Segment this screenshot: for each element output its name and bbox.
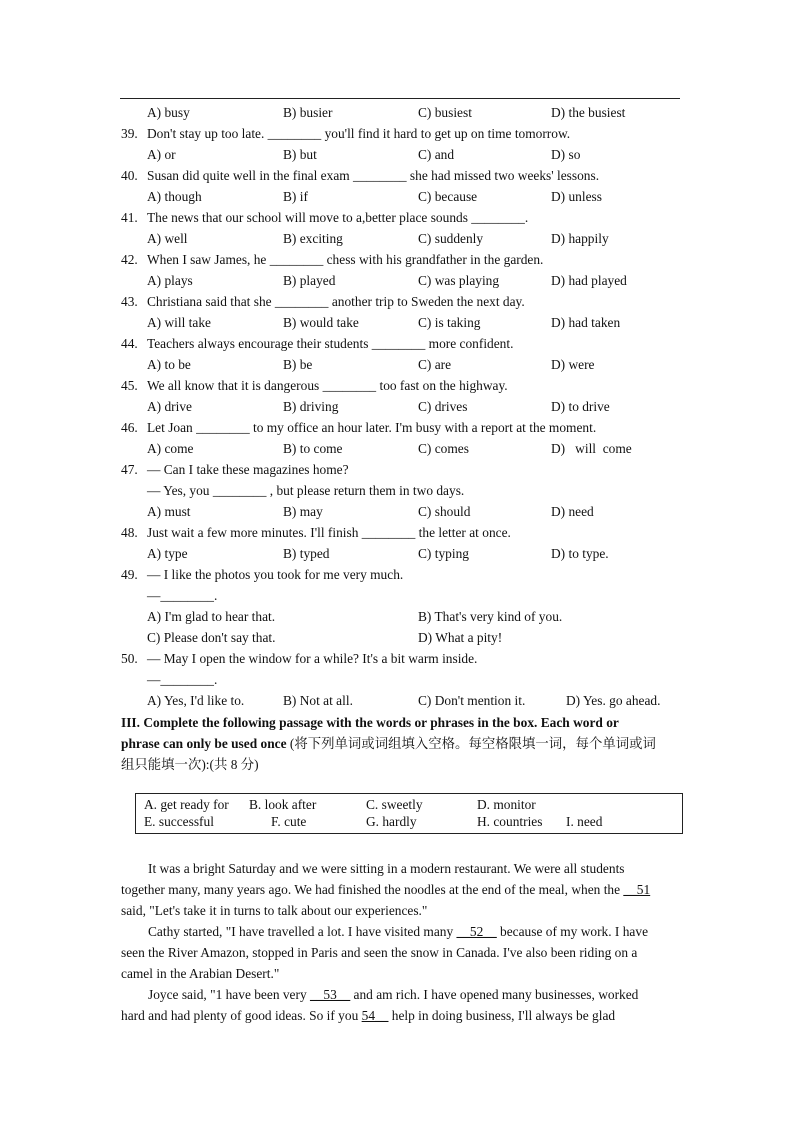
section-heading-cn-2: 组只能填一次):(共 8 分) [121,757,259,772]
option-d: D) the busiest [551,105,626,120]
passage-line: because of my work. I have [496,924,649,939]
blank-52: __52__ [456,924,497,939]
option-a: A) must [147,504,191,519]
option-d: D) to type. [551,546,609,561]
word-g: G. hardly [366,814,417,829]
option-b: B) to come [283,441,343,456]
question-number: 46. [121,420,138,435]
question-number: 42. [121,252,138,267]
option-d: D) unless [551,189,602,204]
option-c: C) is taking [418,315,481,330]
question-text: —________. [147,588,218,603]
question-text: — Can I take these magazines home? [147,462,349,477]
option-b: B) would take [283,315,359,330]
option-b: B) if [283,189,308,204]
option-d: D) so [551,147,581,162]
question-text: Teachers always encourage their students ________ more confident. [147,336,514,351]
word-i: I. need [566,814,603,829]
passage-line: together many, many years ago. We had finished the noodles at the end of the meal, when the [121,882,624,897]
option-d: D) happily [551,231,609,246]
option-c: C) and [418,147,455,162]
word-h: H. countries [477,814,543,829]
option-c: C) suddenly [418,231,484,246]
option-a: A) come [147,441,194,456]
option-a: A) busy [147,105,190,120]
option-d: D) had taken [551,315,621,330]
option-a: A) Yes, I'd like to. [147,693,245,708]
option-a: A) will take [147,315,211,330]
option-a: A) though [147,189,202,204]
passage-line: and am rich. I have opened many businesses, worked [350,987,639,1002]
option-a: A) type [147,546,188,561]
option-c: C) was playing [418,273,500,288]
word-f: F. cute [271,814,307,829]
passage-line: seen the River Amazon, stopped in Paris and seen the snow in Canada. I've also been riding on a [121,945,638,960]
passage-line: Joyce said, "1 have been very [148,987,311,1002]
option-c: C) are [418,357,452,372]
passage-line: said, "Let's take it in turns to talk about our experiences." [121,903,428,918]
blank-54: 54__ [361,1008,389,1023]
option-b: B) be [283,357,313,372]
blank-51: __51 [623,882,651,897]
option-b: B) may [283,504,323,519]
option-d: D) Yes. go ahead. [566,693,661,708]
question-text: —________. [147,672,218,687]
option-c: C) drives [418,399,468,414]
question-number: 48. [121,525,138,540]
option-b: B) That's very kind of you. [418,609,563,624]
option-b: B) exciting [283,231,343,246]
option-b: B) played [283,273,336,288]
question-number: 39. [121,126,138,141]
question-text: — May I open the window for a while? It's a bit warm inside. [147,651,478,666]
word-a: A. get ready for [144,797,229,812]
option-b: B) typed [283,546,330,561]
section-heading-line2: phrase can only be used once [121,736,287,751]
question-text: Christiana said that she ________ another trip to Sweden the next day. [147,294,525,309]
option-a: A) or [147,147,176,162]
option-a: A) plays [147,273,193,288]
option-d: D) were [551,357,595,372]
passage-line: help in doing business, I'll always be glad [388,1008,616,1023]
question-text: — I like the photos you took for me very much. [147,567,404,582]
option-c: C) should [418,504,471,519]
section-heading-cn: (将下列单词或词组填入空格。每空格限填一词，每个单词或词 [286,736,656,751]
option-b: B) driving [283,399,339,414]
section-3-heading [121,712,681,775]
word-box [135,793,683,834]
option-d: D) need [551,504,594,519]
question-text: Let Joan ________ to my office an hour later. I'm busy with a report at the moment. [147,420,597,435]
option-c: C) typing [418,546,469,561]
question-number: 43. [121,294,138,309]
option-b: B) but [283,147,317,162]
option-d: D) had played [551,273,627,288]
word-d: D. monitor [477,797,536,812]
question-text: The news that our school will move to a,better place sounds ________. [147,210,529,225]
option-a: A) well [147,231,188,246]
option-b: B) Not at all. [283,693,353,708]
question-number: 47. [121,462,138,477]
option-a: A) drive [147,399,192,414]
word-c: C. sweetly [366,797,423,812]
option-b: B) busier [283,105,333,120]
blank-53: __53__ [310,987,351,1002]
section-heading-line1: III. Complete the following passage with the words or phrases in the box. Each word or [121,715,619,730]
option-a: A) to be [147,357,191,372]
question-number: 45. [121,378,138,393]
word-e: E. successful [144,814,214,829]
option-c: C) comes [418,441,469,456]
option-a: A) I'm glad to hear that. [147,609,276,624]
question-number: 44. [121,336,138,351]
option-c: C) Please don't say that. [147,630,276,645]
passage-line: hard and had plenty of good ideas. So if you [121,1008,362,1023]
passage-line: Cathy started, "I have travelled a lot. I have visited many [148,924,457,939]
option-d: D) What a pity! [418,630,503,645]
question-text: — Yes, you ________ , but please return them in two days. [147,483,465,498]
option-c: C) busiest [418,105,472,120]
question-text: Just wait a few more minutes. I'll finish ________ the letter at once. [147,525,511,540]
question-text: Susan did quite well in the final exam ________ she had missed two weeks' lessons. [147,168,600,183]
question-number: 41. [121,210,138,225]
option-d: D) will come [551,441,632,456]
passage [121,858,681,1026]
question-text: When I saw James, he ________ chess with his grandfather in the garden. [147,252,544,267]
option-c: C) because [418,189,478,204]
question-number: 40. [121,168,138,183]
passage-line: It was a bright Saturday and we were sitting in a modern restaurant. We were all students [148,861,625,876]
option-c: C) Don't mention it. [418,693,526,708]
question-number: 50. [121,651,138,666]
top-divider [120,98,680,99]
question-text: Don't stay up too late. ________ you'll find it hard to get up on time tomorrow. [147,126,571,141]
option-d: D) to drive [551,399,610,414]
question-number: 49. [121,567,138,582]
passage-line: camel in the Arabian Desert." [121,966,280,981]
word-b: B. look after [249,797,317,812]
question-text: We all know that it is dangerous ________ too fast on the highway. [147,378,508,393]
